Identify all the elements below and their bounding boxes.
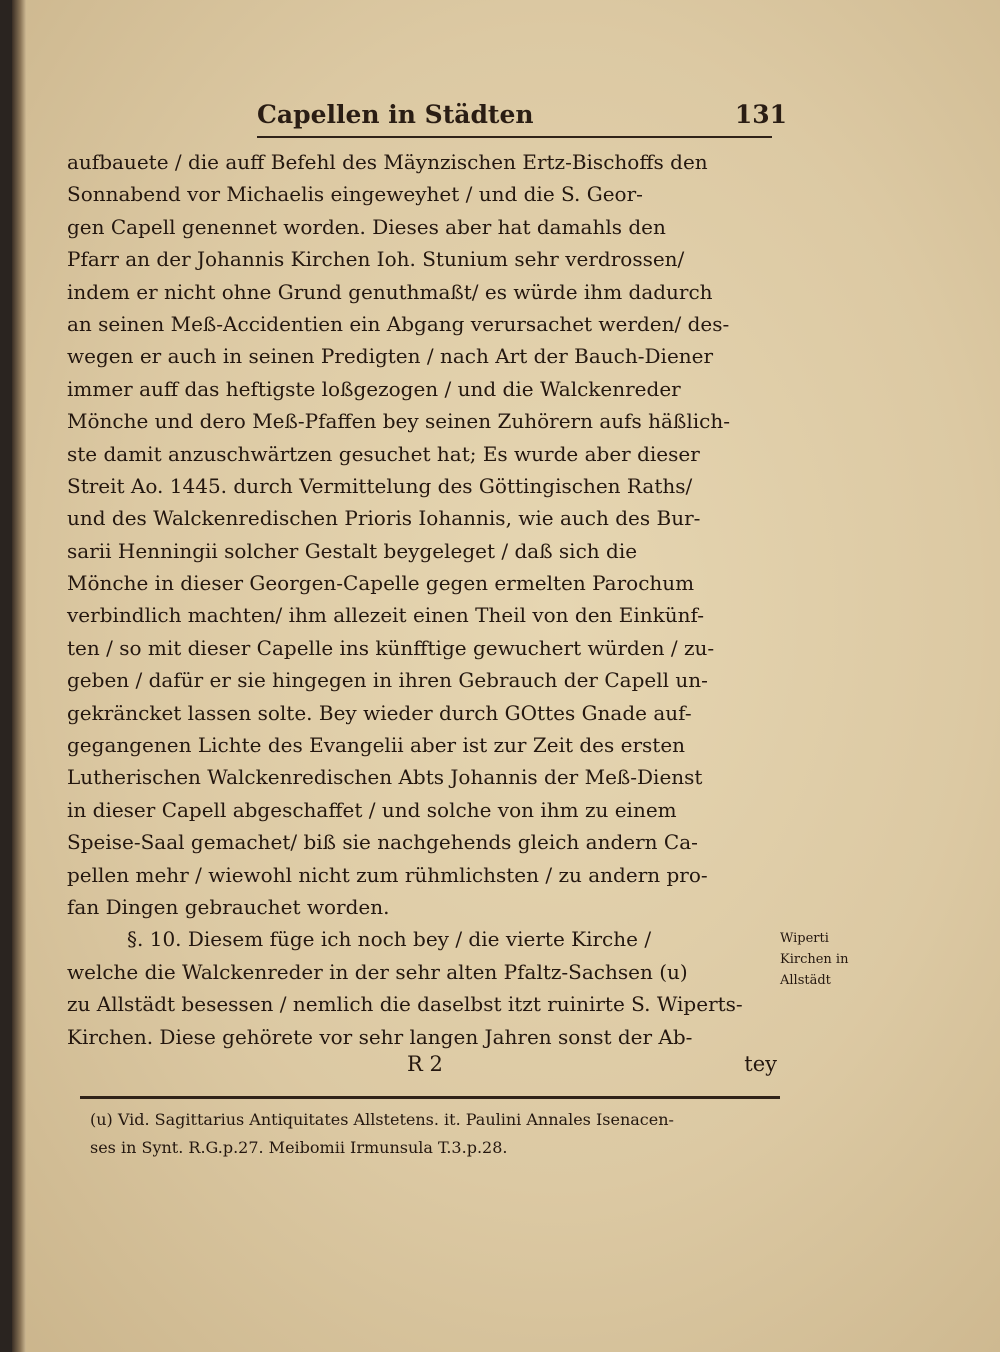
text-line: ste damit anzuschwärtzen gesuchet hat; Es wurde aber dieser xyxy=(67,441,700,466)
text-line: indem er nicht ohne Grund genuthmaßt/ es würde ihm dadurch xyxy=(67,279,713,304)
text-line: pellen mehr / wiewohl nicht zum rühmlichsten / zu andern pro- xyxy=(67,862,708,887)
footnote-rule xyxy=(80,1096,780,1099)
book-page xyxy=(12,0,1000,1352)
margin-note xyxy=(780,928,860,991)
running-head xyxy=(257,100,787,134)
text-line: Mönche in dieser Georgen-Capelle gegen ermelten Parochum xyxy=(67,571,695,596)
text-line: in dieser Capell abgeschaffet / und solche von ihm zu einem xyxy=(67,797,677,822)
running-head-title: Capellen in Städten xyxy=(257,100,534,129)
footnote-line: (u) Vid. Sagittarius Antiquitates Allstetens. it. Paulini Annales Isenacen- xyxy=(90,1110,674,1129)
margin-note-line: Allstädt xyxy=(780,973,831,988)
page-number: 131 xyxy=(734,100,787,129)
text-line: gen Capell genennet worden. Dieses aber hat damahls den xyxy=(67,214,666,239)
margin-note-line: Wiperti xyxy=(780,931,829,946)
text-line: und des Walckenredischen Prioris Iohannis, wie auch des Bur- xyxy=(67,506,701,531)
catchword: tey xyxy=(744,1052,777,1076)
text-line: Kirchen. Diese gehörete vor sehr langen Jahren sonst der Ab- xyxy=(67,1024,693,1049)
body-text xyxy=(67,146,787,1053)
text-line: Pfarr an der Johannis Kirchen Ioh. Stunium sehr verdrossen/ xyxy=(67,247,685,272)
text-line: verbindlich machten/ ihm allezeit einen Theil von den Einkünf- xyxy=(67,603,705,628)
text-line: Lutherischen Walckenredischen Abts Johannis der Meß-Dienst xyxy=(67,765,703,790)
text-line: Mönche und dero Meß-Pfaffen bey seinen Zuhörern aufs häßlich- xyxy=(67,409,730,434)
text-line: Sonnabend vor Michaelis eingeweyhet / und die S. Geor- xyxy=(67,182,643,207)
text-line: sarii Henningii solcher Gestalt beygeleget / daß sich die xyxy=(67,538,638,563)
text-line: immer auff das heftigste loßgezogen / und die Walckenreder xyxy=(67,376,681,401)
signature-mark: R 2 xyxy=(407,1052,443,1076)
text-line: fan Dingen gebrauchet worden. xyxy=(67,894,390,919)
text-line: aufbauete / die auff Befehl des Mäynzischen Ertz-Bischoffs den xyxy=(67,150,708,174)
text-line: gekräncket lassen solte. Bey wieder durch GOttes Gnade auf- xyxy=(67,700,692,725)
text-line: wegen er auch in seinen Predigten / nach Art der Bauch-Diener xyxy=(67,344,714,369)
footnote xyxy=(90,1106,780,1162)
footnote-line: ses in Synt. R.G.p.27. Meibomii Irmunsula T.3.p.28. xyxy=(90,1138,508,1157)
text-line: Streit Ao. 1445. durch Vermittelung des Göttingischen Raths/ xyxy=(67,473,693,498)
margin-note-line: Kirchen in xyxy=(780,952,849,967)
text-line: Speise-Saal gemachet/ biß sie nachgehends gleich andern Ca- xyxy=(67,830,698,855)
text-line: welche die Walckenreder in der sehr alten Pfaltz-Sachsen (u) xyxy=(67,959,688,984)
text-line: zu Allstädt besessen / nemlich die daselbst itzt ruinirte S. Wiperts- xyxy=(67,992,743,1017)
signature-row xyxy=(67,1052,777,1082)
text-line: gegangenen Lichte des Evangelii aber ist zur Zeit des ersten xyxy=(67,733,686,758)
text-line: geben / dafür er sie hingegen in ihren Gebrauch der Capell un- xyxy=(67,668,708,693)
paragraph-start-line: §. 10. Diesem füge ich noch bey / die vierte Kirche / xyxy=(127,927,652,952)
text-line: an seinen Meß-Accidentien ein Abgang verursachet werden/ des- xyxy=(67,311,730,336)
text-line: ten / so mit dieser Capelle ins künfftige gewuchert würden / zu- xyxy=(67,635,715,660)
header-rule xyxy=(257,136,772,138)
book-spine xyxy=(12,0,26,1352)
